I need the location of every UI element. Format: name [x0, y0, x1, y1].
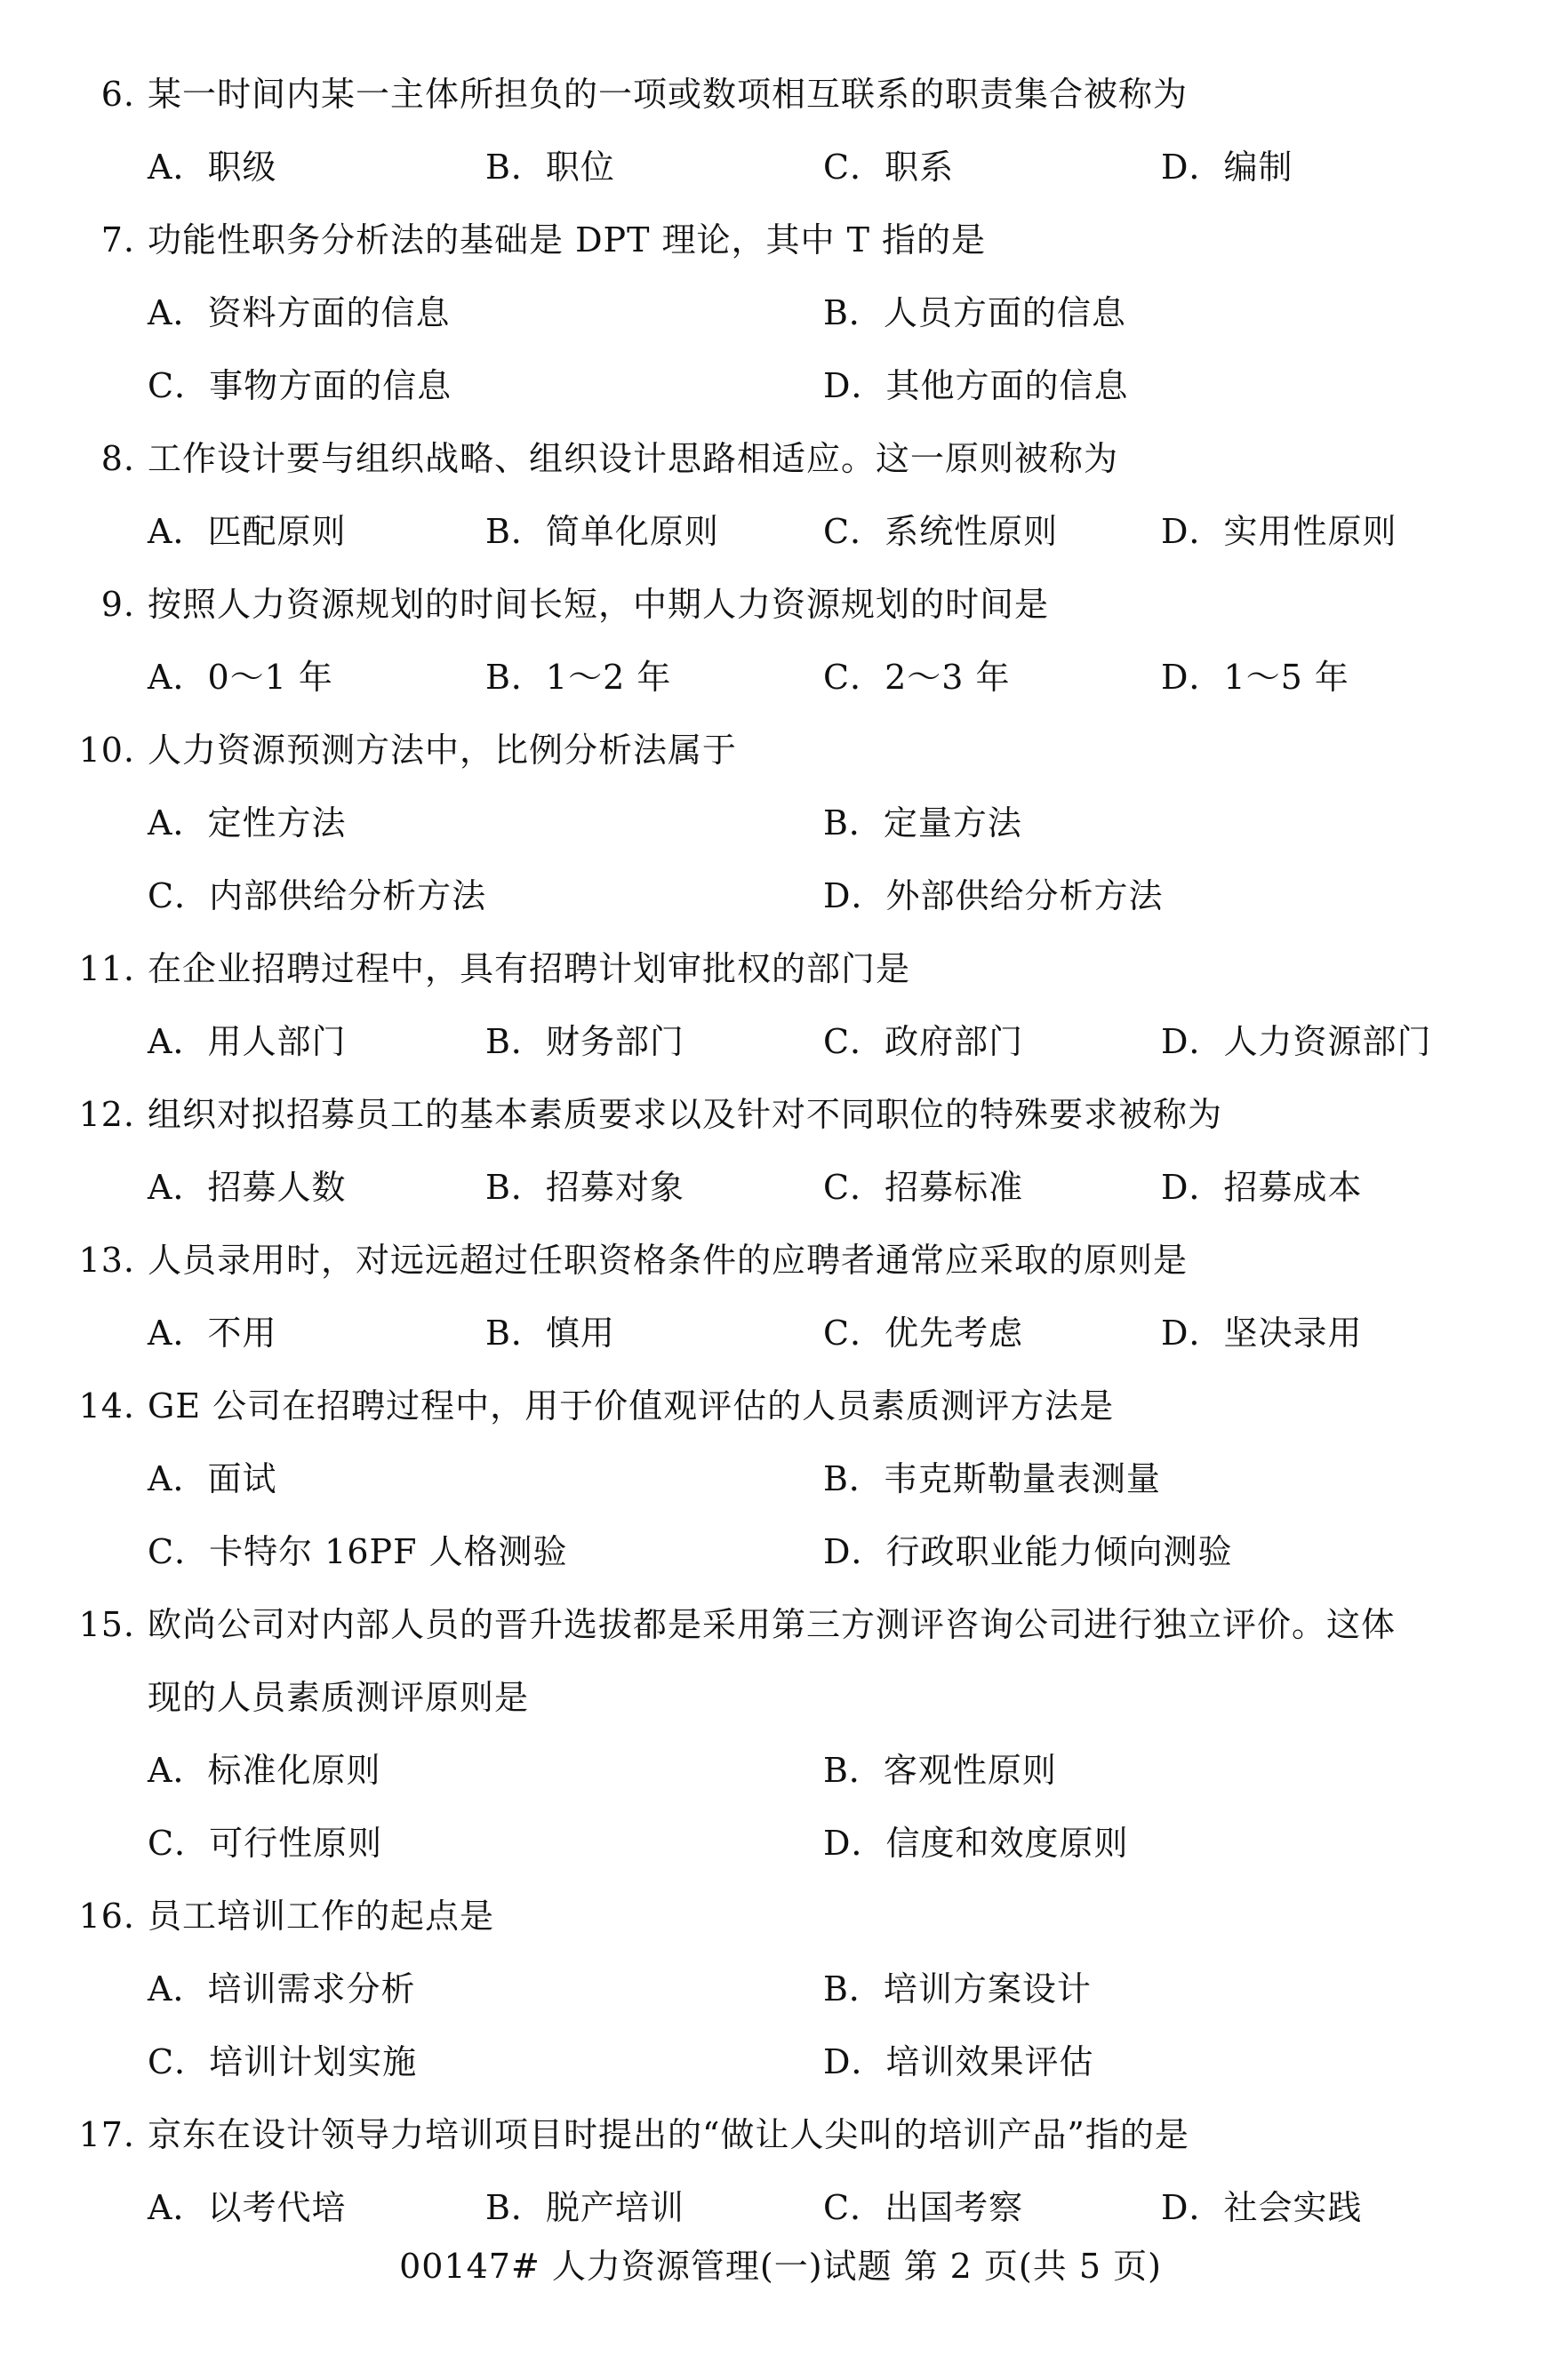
question-number: 10.	[78, 731, 135, 770]
question-number: 17.	[78, 2115, 135, 2154]
option-c[interactable]: C．优先考虑	[823, 1314, 1024, 1353]
question-stem: 欧尚公司对内部人员的晋升选拔都是采用第三方测评咨询公司进行独立评价。这体	[148, 1605, 1397, 1644]
option-a[interactable]: A．定性方法	[148, 803, 347, 843]
question-stem-continued: 现的人员素质测评原则是	[148, 1678, 530, 1717]
option-b[interactable]: B．韦克斯勒量表测量	[823, 1459, 1161, 1498]
option-b[interactable]: B．1～2 年	[485, 658, 672, 697]
option-b[interactable]: B．职位	[485, 148, 615, 187]
option-b[interactable]: B．定量方法	[823, 803, 1022, 843]
option-d[interactable]: D．行政职业能力倾向测验	[823, 1532, 1233, 1571]
option-b[interactable]: B．慎用	[485, 1314, 615, 1353]
question-number: 6.	[100, 75, 135, 114]
option-c[interactable]: C．职系	[823, 148, 955, 187]
option-c[interactable]: C．可行性原则	[148, 1824, 383, 1863]
option-d[interactable]: D．社会实践	[1161, 2188, 1363, 2227]
option-b[interactable]: B．简单化原则	[485, 512, 719, 551]
option-b[interactable]: B．培训方案设计	[823, 1969, 1092, 2009]
option-a[interactable]: A．0～1 年	[148, 658, 333, 697]
question-stem: 人员录用时，对远远超过任职资格条件的应聘者通常应采取的原则是	[148, 1241, 1189, 1280]
question-stem: 工作设计要与组织战略、组织设计思路相适应。这一原则被称为	[148, 439, 1119, 478]
option-a[interactable]: A．资料方面的信息	[148, 293, 451, 332]
page-footer: 00147# 人力资源管理(一)试题 第 2 页(共 5 页)	[399, 2247, 1162, 2286]
question-number: 12.	[78, 1095, 135, 1134]
option-d[interactable]: D．信度和效度原则	[823, 1824, 1129, 1863]
question-number: 11.	[78, 949, 135, 988]
question-stem: 员工培训工作的起点是	[148, 1897, 495, 1936]
question-stem: 人力资源预测方法中，比例分析法属于	[148, 731, 738, 770]
option-c[interactable]: C．卡特尔 16PF 人格测验	[148, 1532, 568, 1571]
option-d[interactable]: D．其他方面的信息	[823, 366, 1129, 405]
option-a[interactable]: A．不用	[148, 1314, 277, 1353]
question-stem: 在企业招聘过程中，具有招聘计划审批权的部门是	[148, 949, 911, 988]
option-d[interactable]: D．实用性原则	[1161, 512, 1397, 551]
question-stem: 某一时间内某一主体所担负的一项或数项相互联系的职责集合被称为	[148, 75, 1189, 114]
question-number: 16.	[78, 1897, 135, 1936]
option-a[interactable]: A．以考代培	[148, 2188, 347, 2227]
question-stem: 京东在设计领导力培训项目时提出的“做让人尖叫的培训产品”指的是	[148, 2115, 1189, 2154]
option-d[interactable]: D．外部供给分析方法	[823, 876, 1164, 915]
question-number: 8.	[100, 439, 135, 478]
option-c[interactable]: C．出国考察	[823, 2188, 1024, 2227]
question-stem: GE 公司在招聘过程中，用于价值观评估的人员素质测评方法是	[148, 1386, 1115, 1426]
option-b[interactable]: B．客观性原则	[823, 1751, 1057, 1790]
option-a[interactable]: A．匹配原则	[148, 512, 347, 551]
question-number: 9.	[100, 585, 135, 624]
option-a[interactable]: A．招募人数	[148, 1168, 347, 1207]
option-b[interactable]: B．财务部门	[485, 1022, 684, 1061]
question-stem: 按照人力资源规划的时间长短，中期人力资源规划的时间是	[148, 585, 1050, 624]
option-d[interactable]: D．人力资源部门	[1161, 1022, 1432, 1061]
option-a[interactable]: A．标准化原则	[148, 1751, 381, 1790]
option-c[interactable]: C．内部供给分析方法	[148, 876, 487, 915]
option-c[interactable]: C．培训计划实施	[148, 2042, 418, 2081]
option-a[interactable]: A．用人部门	[148, 1022, 347, 1061]
option-b[interactable]: B．人员方面的信息	[823, 293, 1126, 332]
option-d[interactable]: D．坚决录用	[1161, 1314, 1363, 1353]
question-number: 15.	[78, 1605, 135, 1644]
question-stem: 功能性职务分析法的基础是 DPT 理论，其中 T 指的是	[148, 220, 987, 260]
option-d[interactable]: D．1～5 年	[1161, 658, 1349, 697]
option-c[interactable]: C．系统性原则	[823, 512, 1059, 551]
option-d[interactable]: D．编制	[1161, 148, 1293, 187]
option-c[interactable]: C．事物方面的信息	[148, 366, 452, 405]
option-b[interactable]: B．招募对象	[485, 1168, 684, 1207]
option-a[interactable]: A．培训需求分析	[148, 1969, 416, 2009]
question-stem: 组织对拟招募员工的基本素质要求以及针对不同职位的特殊要求被称为	[148, 1095, 1223, 1134]
option-d[interactable]: D．培训效果评估	[823, 2042, 1094, 2081]
question-number: 7.	[100, 220, 135, 260]
question-number: 14.	[78, 1386, 135, 1426]
question-number: 13.	[78, 1241, 135, 1280]
option-b[interactable]: B．脱产培训	[485, 2188, 684, 2227]
option-a[interactable]: A．职级	[148, 148, 277, 187]
option-a[interactable]: A．面试	[148, 1459, 277, 1498]
option-c[interactable]: C．2～3 年	[823, 658, 1011, 697]
option-c[interactable]: C．政府部门	[823, 1022, 1024, 1061]
option-c[interactable]: C．招募标准	[823, 1168, 1024, 1207]
option-d[interactable]: D．招募成本	[1161, 1168, 1363, 1207]
